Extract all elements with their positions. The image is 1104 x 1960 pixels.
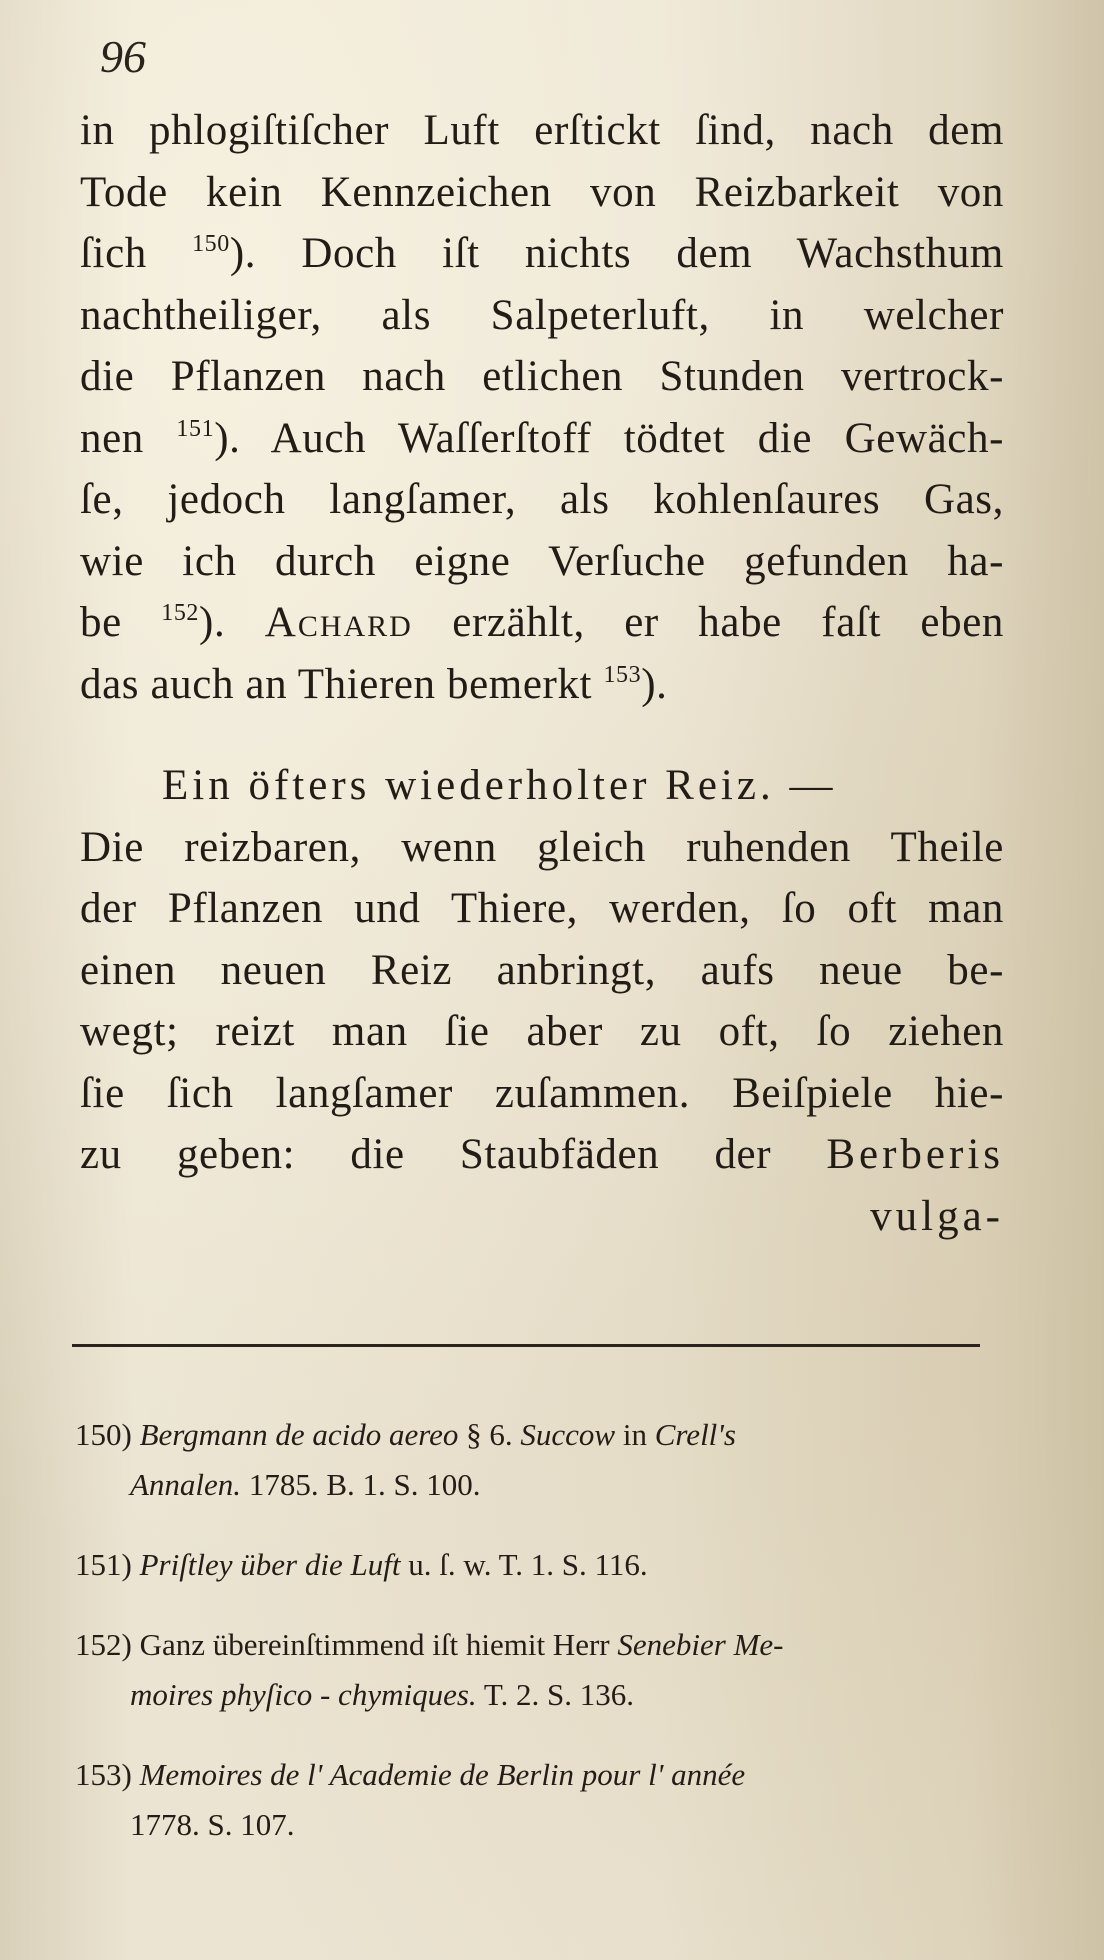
text-line	[80, 346, 1004, 408]
text-span: in phlogiſtiſcher Luft erſtickt ſind, nach dem	[80, 107, 1004, 154]
text-line	[80, 100, 1004, 162]
footnote-number: 152)	[75, 1627, 132, 1662]
footnote-divider	[72, 1344, 980, 1347]
page-number: 96	[100, 31, 146, 82]
text-span: nen	[80, 414, 144, 462]
text-line	[80, 162, 1004, 224]
footnote-ref-153[interactable]: 153	[603, 661, 642, 688]
genus-name: Berberis	[826, 1131, 1004, 1178]
author-name: Senebier Me-	[617, 1627, 784, 1662]
footnote-line	[75, 1800, 1005, 1850]
text-line	[80, 592, 1004, 654]
paragraph-1	[80, 100, 1004, 715]
citation-title: Priſtley über die Luft	[139, 1547, 401, 1582]
text-span: wegt; reizt man ſie aber zu oft, ſo ziehen	[80, 1008, 1004, 1055]
text-line	[80, 1124, 1004, 1186]
author-name: Achard	[264, 599, 413, 646]
paragraph-2	[80, 755, 1004, 1247]
citation-title: moires phyſico - chymiques.	[130, 1677, 477, 1712]
text-span: Tode kein Kennzeichen von Reizbarkeit von	[80, 168, 1004, 216]
text-span: wie ich durch eigne Verſuche gefunden ha-	[80, 537, 1004, 585]
text-span: das auch an Thieren bemerkt	[80, 660, 593, 708]
text-span: Die reizbaren, wenn gleich ruhenden Theile	[80, 823, 1004, 871]
footnote-line	[75, 1620, 1005, 1670]
footnote-line	[75, 1460, 1005, 1510]
footnote-ref-150[interactable]: 150	[192, 231, 230, 257]
text-line	[80, 469, 1004, 531]
text-line	[80, 817, 1004, 879]
footnote-line	[75, 1670, 1005, 1720]
text-span: der Pflanzen und Thiere, werden, ſo oft man	[80, 885, 1004, 932]
text-span: Ganz übereinſtimmend iſt hiemit Herr	[131, 1627, 618, 1662]
text-line	[80, 940, 1004, 1002]
text-span: 1785. B. 1. S. 100.	[241, 1467, 481, 1502]
footnote-number: 150)	[75, 1417, 132, 1452]
text-span: die Pflanzen nach etlichen Stunden vertrock-	[80, 353, 1004, 400]
text-span: T. 2. S. 136.	[476, 1677, 634, 1712]
text-span: § 6.	[458, 1417, 521, 1452]
catchword: vulga-	[870, 1192, 1004, 1240]
footnote-line	[75, 1410, 1005, 1460]
main-text	[80, 100, 1004, 1247]
footnote-ref-152[interactable]: 152	[161, 600, 200, 626]
citation-title: Bergmann de acido aereo	[139, 1417, 459, 1452]
footnote-151	[75, 1540, 1005, 1590]
text-span: ſe, jedoch langſamer, als kohlenſaures Gas,	[80, 476, 1004, 523]
text-span: ). Auch Waſſerſtoff tödtet die Gewäch-	[214, 414, 1005, 462]
footnotes	[75, 1410, 1005, 1880]
text-span: ).	[199, 599, 265, 646]
text-span: ſie ſich langſamer zuſammen. Beiſpiele hie-	[80, 1069, 1004, 1117]
citation-title: Annalen.	[130, 1467, 242, 1502]
footnote-153	[75, 1750, 1005, 1850]
text-line	[80, 1063, 1004, 1125]
text-span: ).	[641, 660, 668, 708]
paragraph-gap	[80, 715, 1004, 755]
text-line	[80, 654, 1004, 716]
author-name: Crell's	[654, 1417, 736, 1452]
text-line	[80, 878, 1004, 940]
text-span: 1778. S. 107.	[130, 1807, 295, 1842]
text-span: nachtheiliger, als Salpeterluft, in welcher	[80, 291, 1004, 339]
text-span: in	[615, 1417, 655, 1452]
footnote-ref-151[interactable]: 151	[176, 415, 215, 442]
text-span: einen neuen Reiz anbringt, aufs neue be-	[80, 946, 1004, 994]
text-span: ſich	[80, 230, 147, 277]
text-span: zu geben: die Staubfäden der	[80, 1131, 827, 1178]
citation-title: Memoires de l' Academie de Berlin pour l' année	[131, 1757, 746, 1792]
text-line	[80, 285, 1004, 347]
text-span: u. ſ. w. T. 1. S. 116.	[400, 1547, 648, 1582]
paragraph-heading: Ein öfters wiederholter Reiz. —	[162, 762, 837, 809]
text-span: be	[80, 599, 122, 646]
text-span: erzählt, er habe faſt eben	[412, 599, 1004, 646]
footnote-152	[75, 1620, 1005, 1720]
text-span: ). Doch iſt nichts dem Wachsthum	[229, 230, 1004, 277]
footnote-number: 153)	[75, 1757, 132, 1792]
text-line	[80, 408, 1004, 470]
text-line	[80, 223, 1004, 285]
author-name: Succow	[520, 1417, 616, 1452]
footnote-line	[75, 1750, 1005, 1800]
text-line	[80, 1001, 1004, 1063]
footnote-number: 151)	[75, 1547, 132, 1582]
footnote-line	[75, 1540, 1005, 1590]
footnote-150	[75, 1410, 1005, 1510]
text-line	[80, 531, 1004, 593]
